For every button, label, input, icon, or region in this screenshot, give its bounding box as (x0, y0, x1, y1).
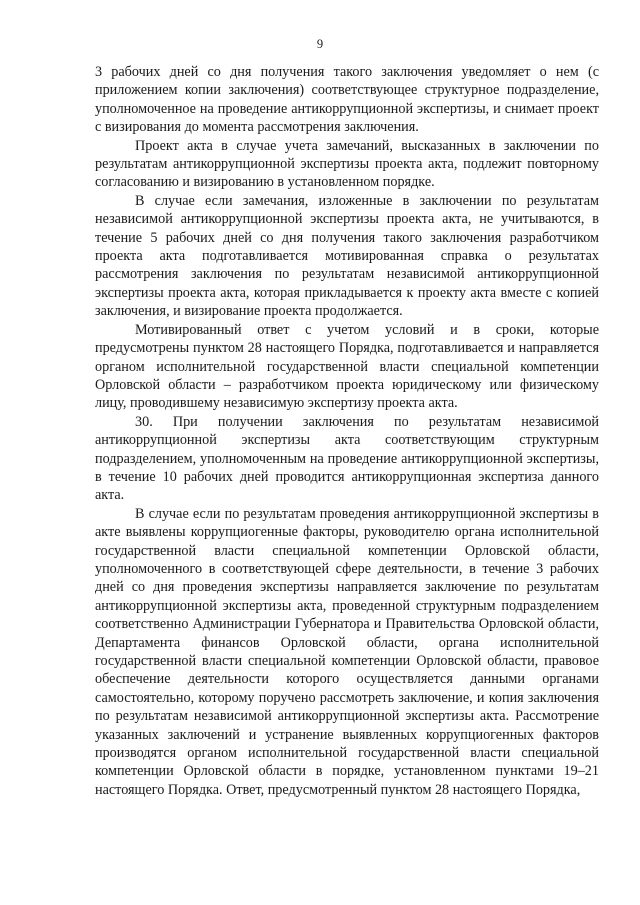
paragraph-corruption-factors: В случае если по результатам проведения антикоррупционной экспертизы в акте выявлены коррупциогенные факторы, руководителю органа исполнительной государственной власти специальной компетенции Орловской области, уполномоченного в соответствующей сфере деятельности, в течение 3 рабочих дней со дня проведения экспертизы направляется заключение по результатам антикоррупционной экспертизы акта, проведенной структурным подразделением соответственно Администрации Губернатора и Правительства Орловской области, Департамента финансов Орловской области, органа исполнительной государственной власти специальной компетенции Орловской области, правовое обеспечение деятельности которого осуществляется данными органами самостоятельно, которому поручено рассмотреть заключение, и копия заключения по результатам независимой антикоррупционной экспертизы акта. Рассмотрение указанных заключений и устранение выявленных коррупциогенных факторов производятся органом исполнительной государственной власти специальной компетенции Орловской области в порядке, установленном пунктами 19–21 настоящего Порядка. Ответ, предусмотренный пунктом 28 настоящего Порядка, (95, 505, 599, 798)
paragraph-item-30: 30. При получении заключения по результатам независимой антикоррупционной экспертизы акта соответствующим структурным подразделением, уполномоченным на проведение антикоррупционной экспертизы, в течение 10 рабочих дней проводится антикоррупционная экспертиза данного акта. (95, 413, 599, 504)
paragraph-remarks-not-accepted: В случае если замечания, изложенные в заключении по результатам независимой антикоррупционной экспертизы проекта акта, не учитываются, в течение 5 рабочих дней со дня получения такого заключения разработчиком проекта акта подготавливается мотивированная справка о результатах рассмотрения заключения по результатам независимой антикоррупционной экспертизы проекта акта, которая прикладывается к проекту акта вместе с копией заключения, и визирование проекта продолжается. (95, 192, 599, 320)
paragraph-revision-approval: Проект акта в случае учета замечаний, высказанных в заключении по результатам антикоррупционной экспертизы проекта акта, подлежит повторному согласованию и визированию в установленном порядке. (95, 137, 599, 191)
page-number: 9 (316, 37, 324, 51)
paragraph-reasoned-response: Мотивированный ответ с учетом условий и в сроки, которые предусмотрены пунктом 28 настоящего Порядка, подготавливается и направляется органом исполнительной государственной власти специальной компетенции Орловской области – разработчиком проекта юридическому или физическому лицу, проводившему независимую экспертизу проекта акта. (95, 321, 599, 412)
paragraph-continuation: 3 рабочих дней со дня получения такого заключения уведомляет о нем (с приложением копии заключения) соответствующее структурное подразделение, уполномоченное на проведение антикоррупционной экспертизы, и снимает проект с визирования до момента рассмотрения заключения. (95, 64, 599, 136)
document-body (95, 63, 599, 799)
